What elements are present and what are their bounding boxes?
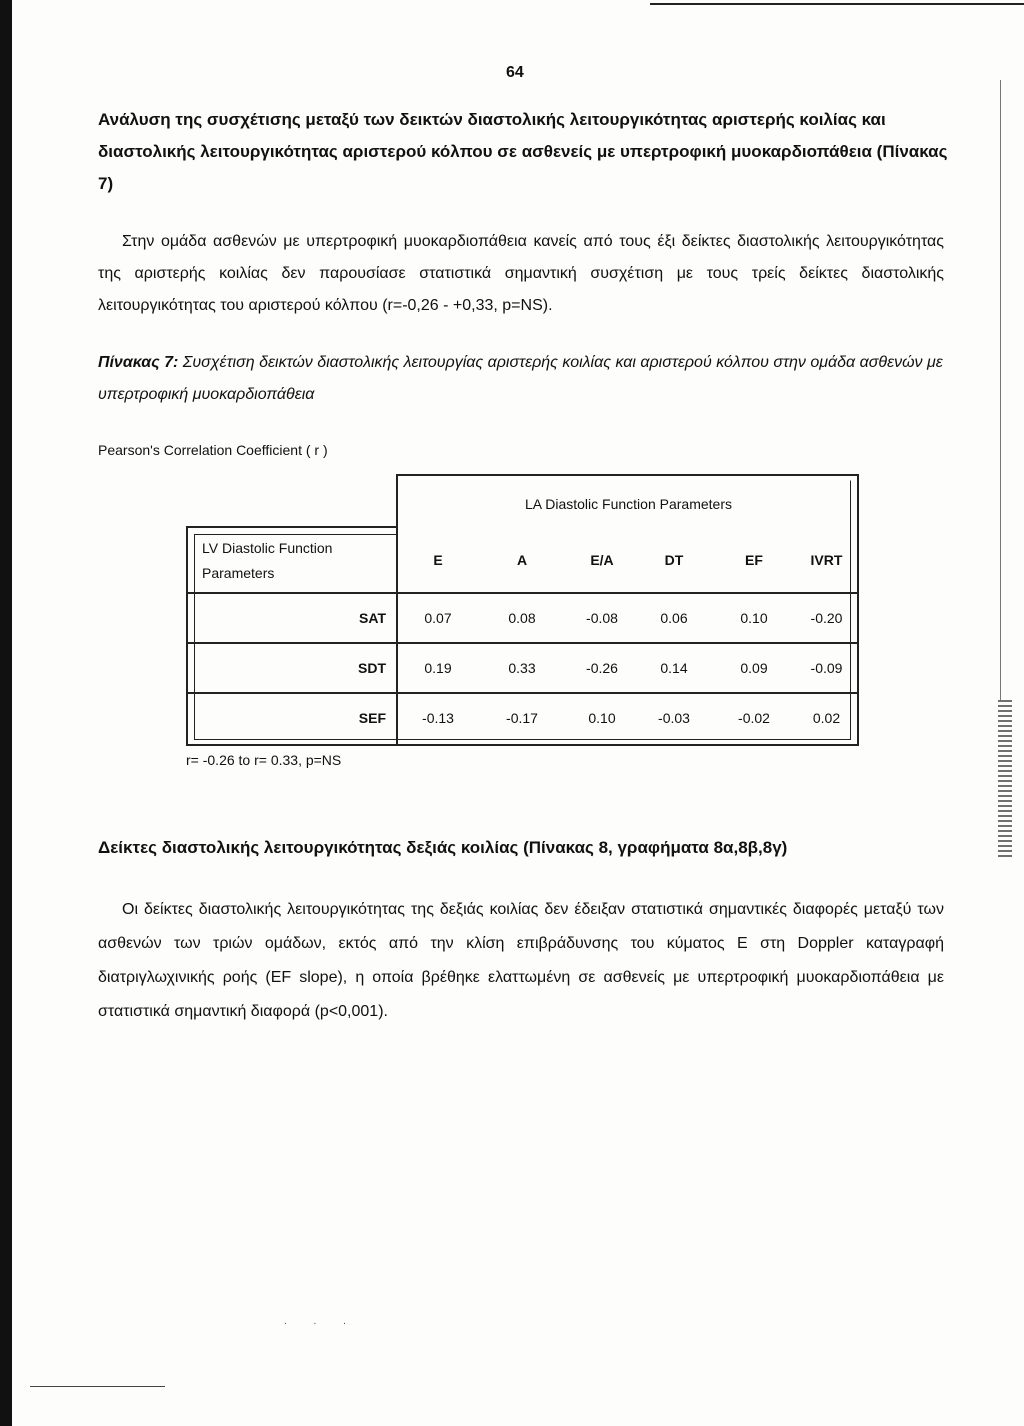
section-heading: Ανάλυση της συσχέτισης μεταξύ των δεικτών διαστολικής λειτουργικότητας αριστερής κοιλίας και διαστολικής λειτουργικότητας αριστερού κόλπου σε ασθενείς με υπερτροφική μυοκαρδιοπάθεια (Πίνακας 7)	[98, 110, 948, 193]
scan-edge-top	[650, 3, 1024, 5]
table-cell: -0.20	[810, 610, 843, 626]
caption-label: Πίνακας 7:	[98, 354, 179, 371]
table-col-header: A	[516, 552, 528, 568]
table-row-label: SEF	[358, 710, 386, 726]
table-cell: 0.10	[740, 610, 768, 626]
table-rule-1	[186, 592, 859, 594]
table-col-header: IVRT	[810, 552, 843, 568]
table-rule-3	[186, 692, 859, 694]
paragraph-text: Οι δείκτες διαστολικής λειτουργικότητας της δεξιάς κοιλίας δεν έδειξαν στατιστικά σημαντικές διαφορές μεταξύ των ασθενών των τριών ομάδων, εκτός από την κλίση επιβράδυνσης του κύματος Ε στη Doppler καταγραφή διατριγλωχινικής ροής (EF slope), η οποία βρέθηκε ελαττωμένη σε ασθενείς με υπερτροφική μυοκαρδιοπάθεια με στατιστικά σημαντική διαφορά (p<0,001).	[98, 901, 944, 1020]
caption-text: Συσχέτιση δεικτών διαστολικής λειτουργίας αριστερής κοιλίας και αριστερού κόλπου στην ομάδα ασθενών με υπερτροφική μυοκαρδιοπάθεια	[98, 354, 943, 403]
table-cell: 0.06	[660, 610, 688, 626]
table-rule-2	[186, 642, 859, 644]
table-cell: -0.08	[586, 610, 618, 626]
scan-edge-left	[0, 0, 12, 1426]
table-cell: 0.33	[508, 660, 536, 676]
table-cell: 0.08	[508, 610, 536, 626]
table-cell: 0.02	[812, 710, 841, 726]
table-caption	[98, 347, 958, 411]
scan-line-bottom	[30, 1386, 165, 1387]
table-cell: -0.09	[810, 660, 843, 676]
table-row-label: SDT	[358, 660, 386, 676]
table-cell: 0.14	[660, 660, 688, 676]
section-heading-rv: Δείκτες διαστολικής λειτουργικότητας δεξιάς κοιλίας (Πίνακας 8, γραφήματα 8α,8β,8γ)	[98, 838, 788, 857]
table-cell: -0.26	[586, 660, 618, 676]
table-group-header: LA Diastolic Function Parameters	[525, 496, 732, 512]
table-cell: 0.10	[588, 710, 616, 726]
table-subtitle: Pearson's Correlation Coefficient ( r )	[98, 442, 328, 458]
table-note: r= -0.26 to r= 0.33, p=NS	[186, 752, 342, 768]
table-col-header: EF	[745, 552, 763, 568]
table-col-header: E/A	[590, 552, 614, 568]
correlation-table	[186, 474, 859, 746]
table-cell: -0.13	[422, 710, 454, 726]
table-col-header: E	[433, 552, 443, 568]
paragraph-rv	[98, 893, 944, 1029]
table-row-label: SAT	[359, 610, 386, 626]
table-cell: -0.17	[506, 710, 538, 726]
table-cell: -0.03	[658, 710, 690, 726]
table-cell: 0.09	[740, 660, 768, 676]
table-cell: 0.07	[424, 610, 452, 626]
table-cell: -0.02	[738, 710, 770, 726]
table-cell: 0.19	[424, 660, 452, 676]
page-number: 64	[506, 64, 524, 81]
table-col-header: DT	[664, 552, 684, 568]
scan-edge-right	[1000, 80, 1001, 700]
paragraph-lv-la-correlation	[98, 226, 944, 322]
table-row-header: LV Diastolic Function Parameters	[202, 540, 333, 581]
scan-specks: . . .	[284, 1316, 358, 1327]
scan-noise-right	[998, 700, 1012, 860]
paragraph-text: Στην ομάδα ασθενών με υπερτροφική μυοκαρδιοπάθεια κανείς από τους έξι δείκτες διαστολικής λειτουργικότητας της αριστερής κοιλίας δεν παρουσίασε στατιστικά σημαντική συσχέτιση με τους τρείς δείκτες διαστολικής λειτουργικότητας του αριστερού κόλπου (r=-0,26 - +0,33, p=NS).	[98, 233, 944, 314]
